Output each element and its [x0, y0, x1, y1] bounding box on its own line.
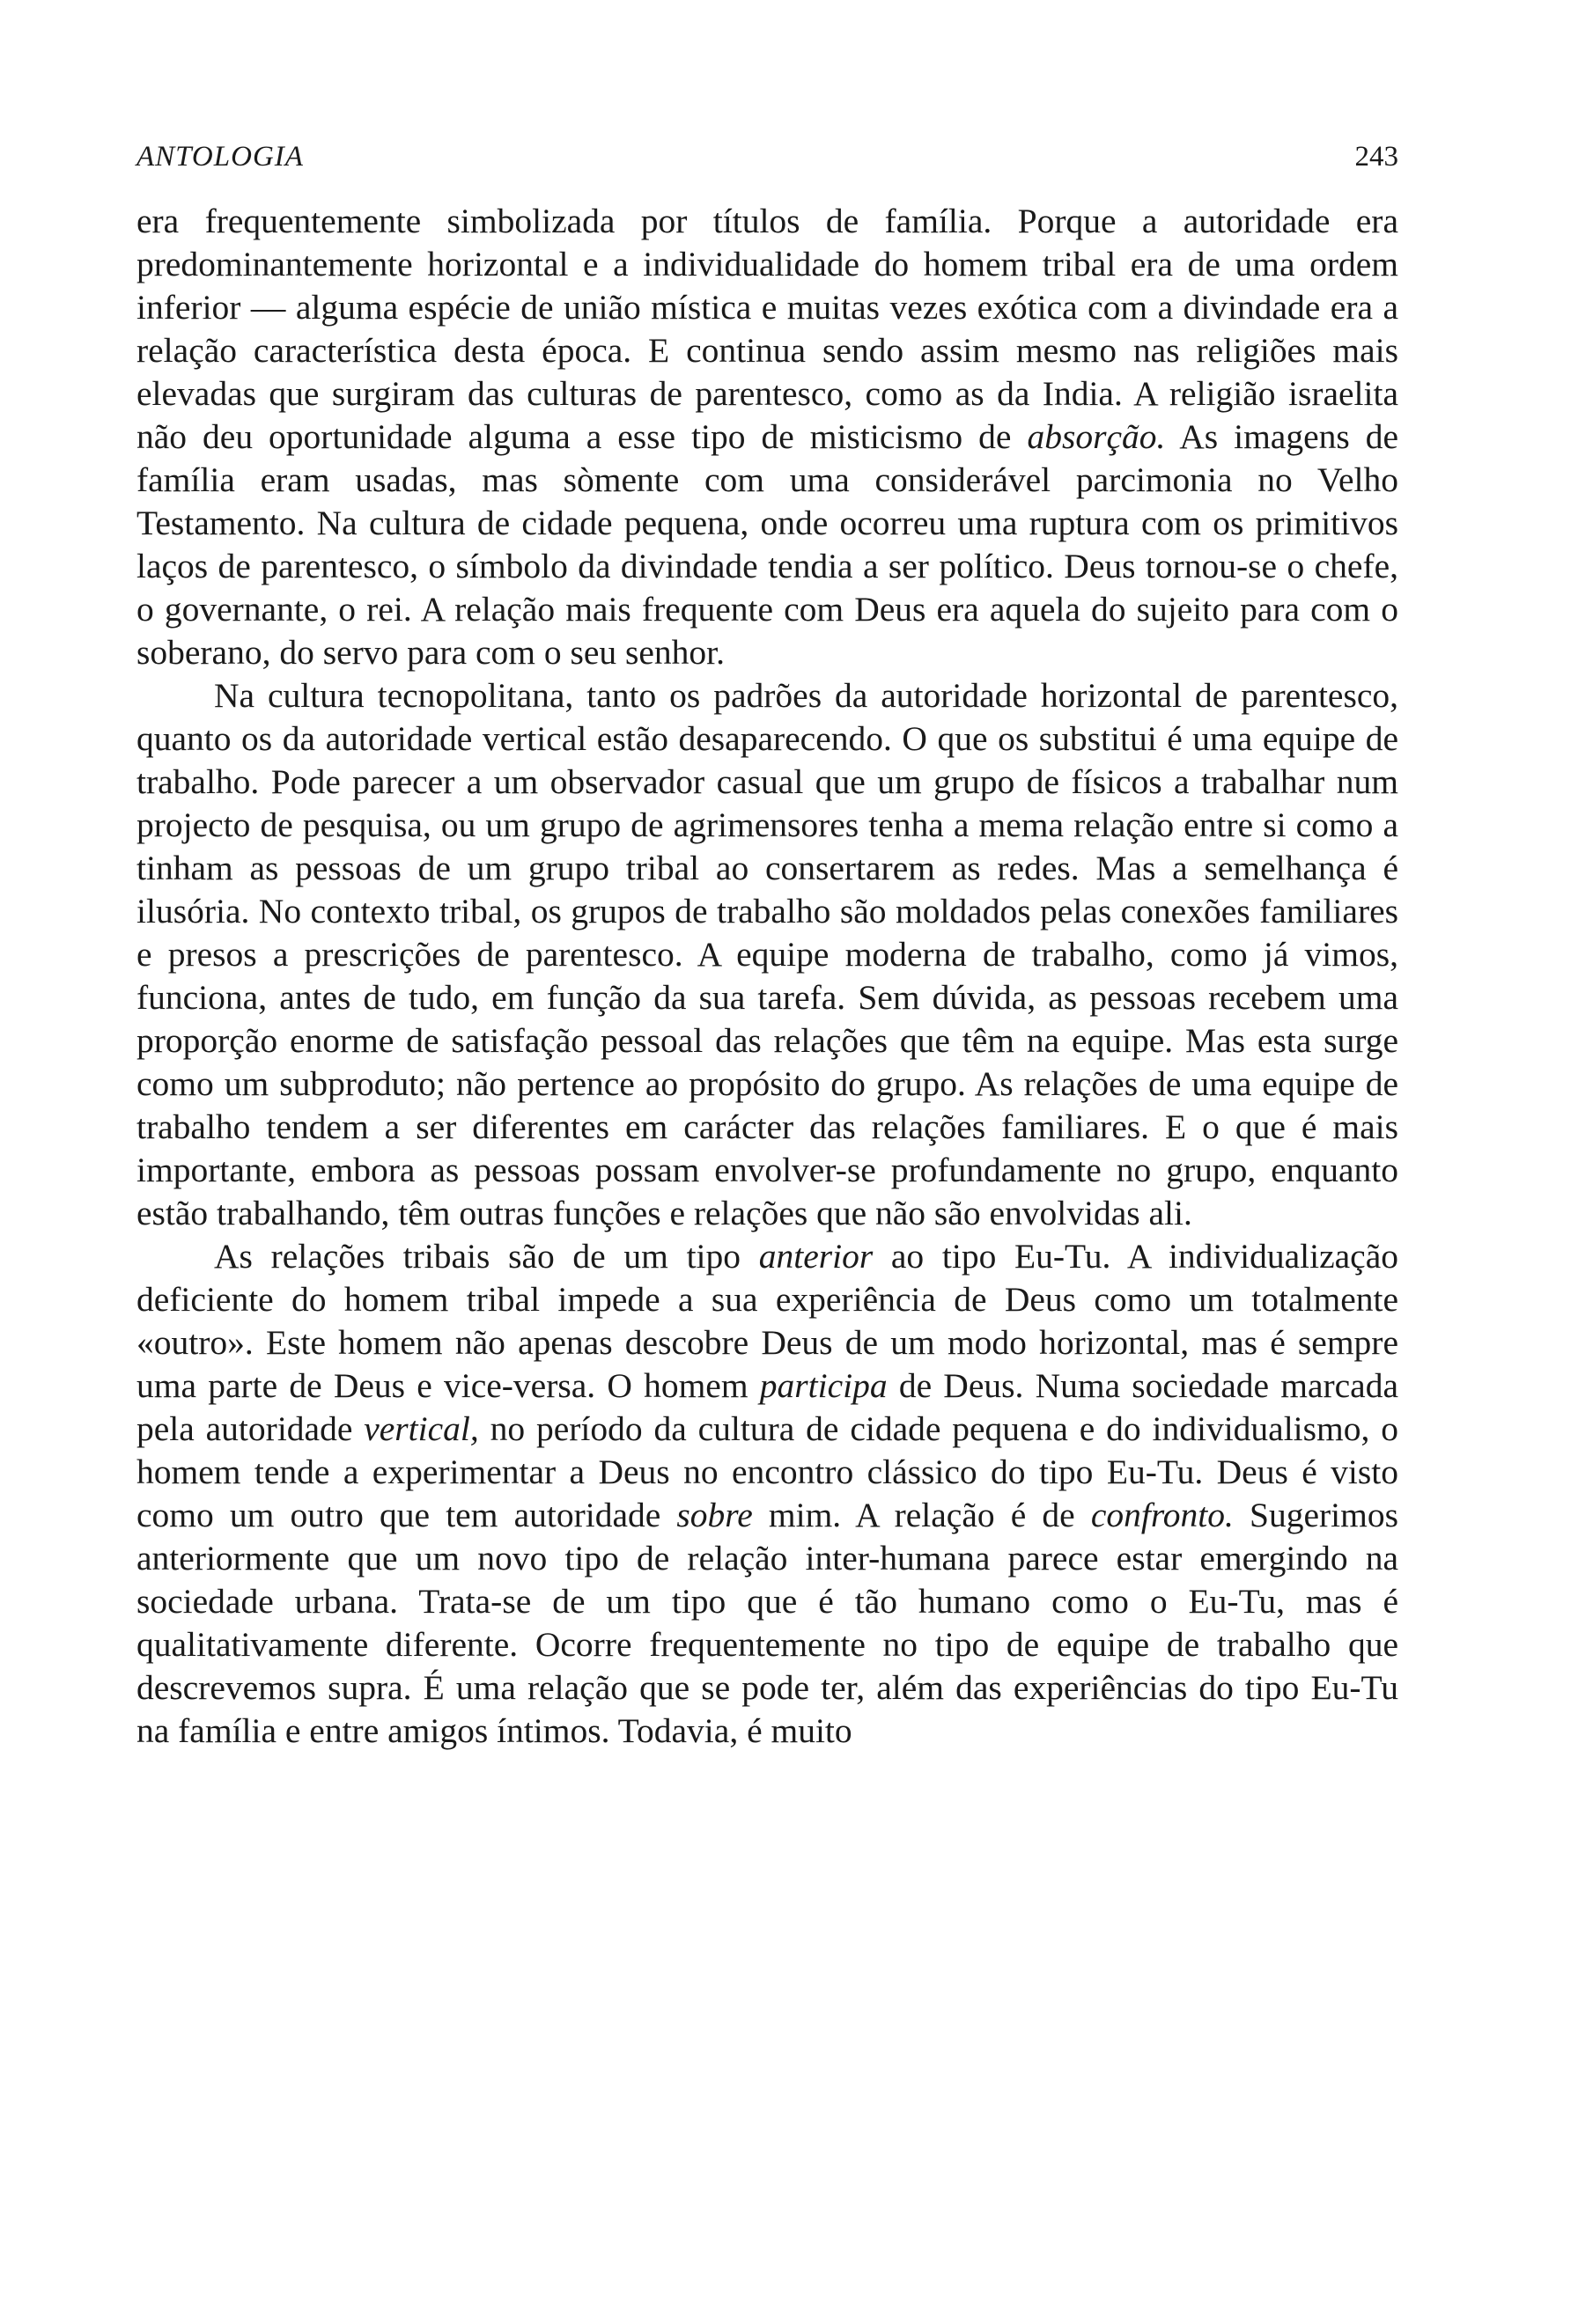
text-segment: era frequentemente simbolizada por títulos de família. Porque a autoridade era predominantemente horizontal e a individualidade do homem tribal era de uma ordem inferior — alguma espécie de união mística e muitas vezes exótica com a divindade era a relação característica desta época. E continua sendo assim mesmo nas religiões mais elevadas que surgiram das culturas de parentesco, como as da India. A religião israelita não deu oportunidade alguma a esse tipo de misticismo de [136, 202, 1398, 456]
text-segment: As relações tribais são de um tipo [214, 1237, 759, 1276]
italic-text: participa [759, 1366, 888, 1405]
text-segment: As imagens de família eram usadas, mas sòmente com uma considerável parcimonia no Velho Testamento. Na cultura de cidade pequena, onde ocorreu uma ruptura com os primitivos laços de parentesco, o símbolo da divindade tendia a ser político. Deus tornou-se o chefe, o governante, o rei. A relação mais frequente com Deus era aquela do sujeito para com o soberano, do servo para com o seu senhor. [136, 417, 1399, 672]
text-segment: no período da cultura de cidade pequena e do individualismo, o homem tende a experimentar a Deus no encontro clássico do tipo Eu-Tu. Deus é visto como um outro que tem autoridade [136, 1409, 1398, 1534]
paragraph [136, 200, 1398, 674]
italic-text: vertical, [364, 1409, 479, 1448]
running-title: ANTOLOGIA [136, 141, 304, 173]
italic-text: absorção. [1027, 417, 1166, 456]
paragraph [136, 674, 1398, 1235]
text-segment: ao tipo Eu-Tu. A individualização deficiente do homem tribal impede a sua experiência de Deus como um totalmente «outro». Este homem não apenas descobre Deus de um modo horizontal, mas é sempre uma parte de Deus e vice-versa. O homem [136, 1237, 1398, 1405]
italic-text: anterior [758, 1237, 874, 1276]
page-number: 243 [1354, 141, 1398, 173]
running-head [136, 141, 1398, 173]
italic-text: confronto. [1090, 1496, 1234, 1534]
text-segment: de Deus. Numa sociedade marcada pela autoridade [136, 1366, 1398, 1448]
text-segment: Sugerimos anteriormente que um novo tipo de relação inter-humana parece estar emergindo na sociedade urbana. Trata-se de um tipo que é tão humano como o Eu-Tu, mas é qualitativamente diferente. Ocorre frequentemente no tipo de equipe de trabalho que descrevemos supra. É uma relação que se pode ter, além das experiências do tipo Eu-Tu na família e entre amigos íntimos. Todavia, é muito [136, 1496, 1398, 1750]
paragraph [136, 1235, 1398, 1753]
text-segment: mim. A relação é de [752, 1496, 1091, 1534]
text-segment: Na cultura tecnopolitana, tanto os padrões da autoridade horizontal de parentesco, quanto os da autoridade vertical estão desaparecendo. O que os substitui é uma equipe de trabalho. Pode parecer a um observador casual que um grupo de físicos a trabalhar num projecto de pesquisa, ou um grupo de agrimensores tenha a mema relação entre si como a tinham as pessoas de um grupo tribal ao consertarem as redes. Mas a semelhança é ilusória. No contexto tribal, os grupos de trabalho são moldados pelas conexões familiares e presos a prescrições de parentesco. A equipe moderna de trabalho, como já vimos, funciona, antes de tudo, em função da sua tarefa. Sem dúvida, as pessoas recebem uma proporção enorme de satisfação pessoal das relações que têm na equipe. Mas esta surge como um subproduto; não pertence ao propósito do grupo. As relações de uma equipe de trabalho tendem a ser diferentes em carácter das relações familiares. E o que é mais importante, embora as pessoas possam envolver-se profundamente no grupo, enquanto estão trabalhando, têm outras funções e relações que não são envolvidas ali. [136, 676, 1398, 1232]
body-text [136, 200, 1398, 1753]
italic-text: sobre [676, 1496, 753, 1534]
book-page [136, 141, 1398, 1753]
